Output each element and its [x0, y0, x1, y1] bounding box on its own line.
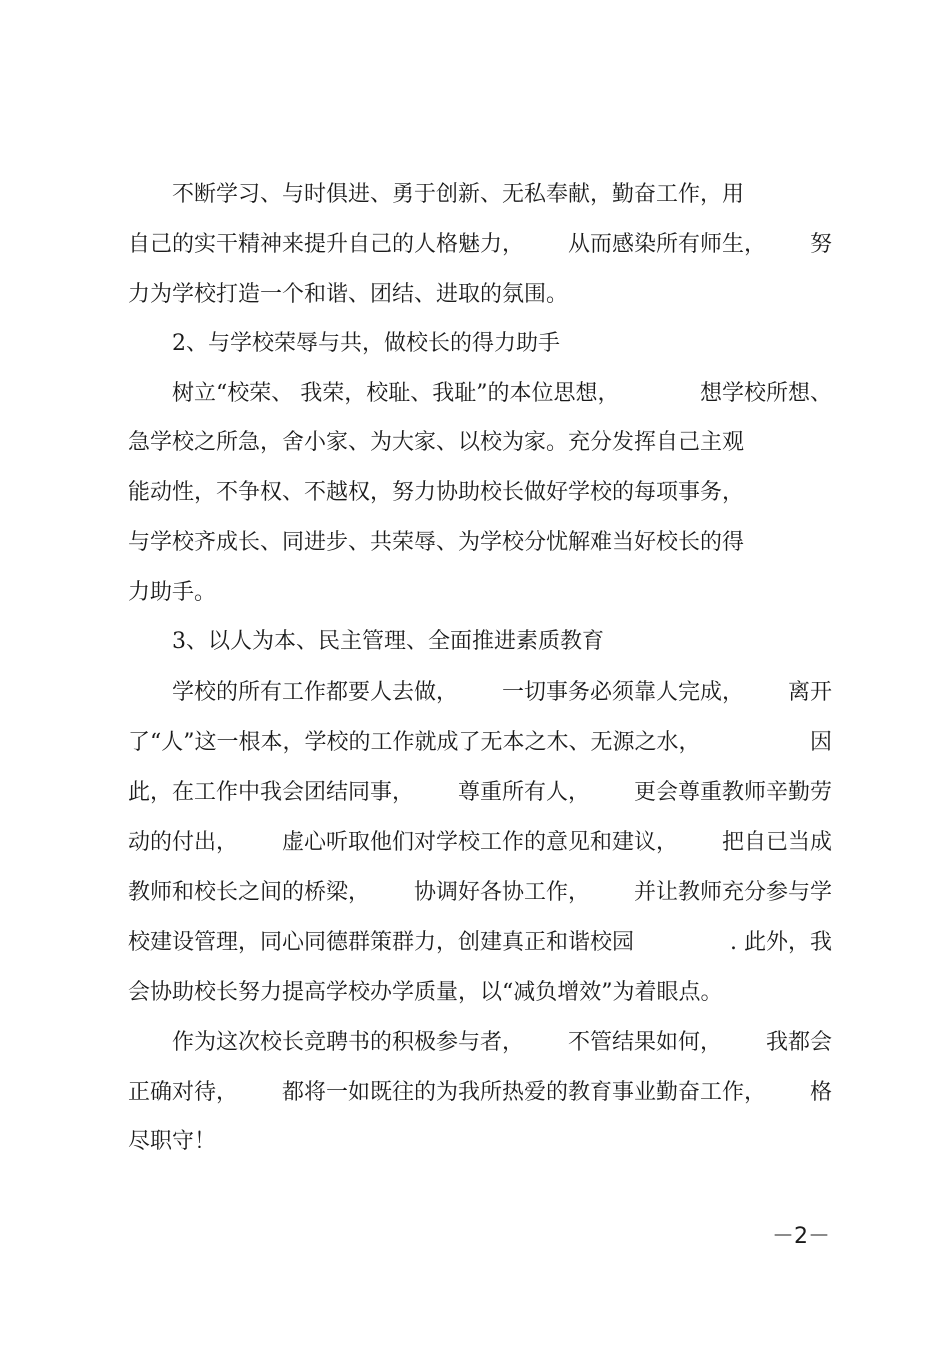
text-line: [128, 678, 832, 708]
text-segment: 尊重所有人，: [457, 780, 590, 805]
text-segment: 离开: [787, 680, 832, 705]
text-line: [128, 230, 832, 260]
text-line: [128, 828, 832, 858]
text-segment: 格: [809, 1080, 832, 1105]
text-segment: 动的付出，: [128, 830, 239, 855]
text-line: [128, 878, 832, 908]
text-line: 力为学校打造一个和谐、团结、进取的氛围。: [128, 282, 569, 307]
text-segment: 协调好各协工作，: [413, 880, 590, 905]
text-segment: 校建设管理，同心同德群策群力，创建真正和谐校园: [128, 930, 635, 955]
text-segment: 因: [809, 730, 832, 755]
text-line: 2、与学校荣辱与共，做校长的得力助手: [128, 331, 560, 356]
text-line: [128, 778, 832, 808]
text-segment: 不管结果如何，: [567, 1030, 722, 1055]
text-segment: 教师和校长之间的桥梁，: [128, 880, 371, 905]
text-line: 不断学习、与时俱进、勇于创新、无私奉献，勤奋工作，用: [128, 182, 745, 207]
text-segment: . 此外，我: [730, 930, 832, 955]
text-line: [128, 379, 832, 409]
text-line: 会协助校长努力提高学校办学质量，以“减负增效”为着眼点。: [128, 980, 723, 1005]
text-segment: 我都会: [765, 1030, 832, 1055]
text-segment: 了“人”这一根本，学校的工作就成了无本之木、无源之水，: [128, 730, 701, 755]
text-line: 急学校之所急，舍小家、为大家、以校为家。充分发挥自己主观: [128, 430, 745, 455]
text-segment: 从而感染所有师生，: [567, 232, 766, 257]
text-segment: 虚心听取他们对学校工作的意见和建议，: [281, 830, 678, 855]
text-segment: 想学校所想、: [699, 381, 832, 406]
text-segment: 都将一如既往的为我所热爱的教育事业勤奋工作，: [281, 1080, 766, 1105]
text-segment: 把自已当成: [721, 830, 832, 855]
text-segment: 更会尊重教师辛勤劳: [633, 780, 832, 805]
text-line: 3、以人为本、民主管理、全面推进素质教育: [128, 629, 604, 654]
text-segment: 作为这次校长竞聘书的积极参与者，: [128, 1030, 525, 1055]
text-segment: 此，在工作中我会团结同事，: [128, 780, 415, 805]
text-segment: 正确对待，: [128, 1080, 239, 1105]
text-line: 与学校齐成长、同进步、共荣辱、为学校分忧解难当好校长的得: [128, 530, 745, 555]
text-line: [128, 928, 832, 958]
text-segment: 并让教师充分参与学: [633, 880, 832, 905]
text-segment: 学校的所有工作都要人去做，: [128, 680, 459, 705]
text-line: [128, 728, 832, 758]
text-segment: 自己的实干精神来提升自己的人格魅力，: [128, 232, 525, 257]
text-segment: 努: [809, 232, 832, 257]
text-line: 力助手。: [128, 580, 217, 605]
text-segment: 树立“校荣、 我荣，校耻、我耻”的本位思想，: [128, 381, 620, 406]
text-line: 能动性，不争权、不越权，努力协助校长做好学校的每项事务，: [128, 480, 745, 505]
text-line: [128, 1078, 832, 1108]
text-line: 尽职守！: [128, 1129, 217, 1154]
text-segment: 一切事务必须靠人完成，: [501, 680, 744, 705]
page-number: －2－: [772, 1224, 830, 1249]
text-line: [128, 1028, 832, 1058]
